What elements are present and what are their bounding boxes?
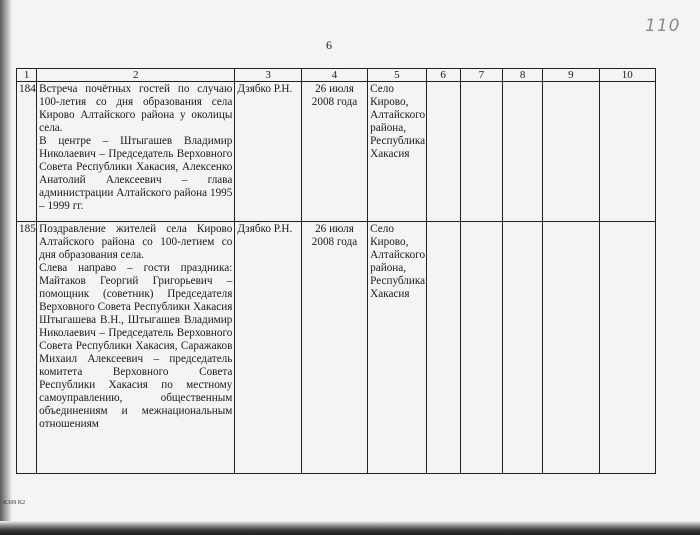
column-header-4: 4 — [301, 69, 367, 82]
column-header-7: 7 — [460, 69, 502, 82]
description-paragraph: Поздравление жителей села Кирово Алтайского района со 100-летием со дня образования села. — [39, 223, 233, 261]
column-header-8: 8 — [502, 69, 542, 82]
column-header-3: 3 — [235, 69, 301, 82]
row-number: 185 — [17, 222, 37, 474]
page-number: 6 — [326, 38, 332, 52]
row-author: Дзябко Р.Н. — [235, 82, 301, 222]
column-header-6: 6 — [426, 69, 460, 82]
column-header-1: 1 — [17, 69, 37, 82]
row-place: Село Кирово, Алтайского района, Республика Хакасия — [368, 82, 426, 222]
table-row — [17, 222, 656, 474]
archive-sheet-mark: 110 — [645, 16, 681, 36]
row-col8 — [502, 222, 542, 474]
row-col7 — [460, 222, 502, 474]
table-row — [17, 82, 656, 222]
row-col10 — [599, 82, 655, 222]
row-col9 — [543, 222, 599, 474]
column-header-2: 2 — [37, 69, 235, 82]
row-author: Дзябко Р.Н. — [235, 222, 301, 474]
description-paragraph: В центре – Штыгашев Владимир Николаевич – Председатель Верховного Совета Республики Хакасия, Алексенко Анатолий Алексеевич – глава администрации Алтайского района 1995 – 1999 гг. — [39, 135, 233, 212]
row-date: 26 июля 2008 года — [301, 82, 367, 222]
scan-edge-left — [0, 0, 12, 535]
row-col7 — [460, 82, 502, 222]
row-col6 — [426, 222, 460, 474]
register-table — [16, 68, 656, 474]
description-paragraph: Встреча почётных гостей по случаю 100-летия со дня образования села Кирово Алтайского района у околицы села. — [39, 83, 233, 134]
row-col9 — [543, 82, 599, 222]
description-paragraph: Слева направо – гости праздника: Майтаков Георгий Григорьевич – помощник (советник) Председателя Верховного Совета Республики Хакасия Штыгашева В.Н., Штыгашев Владимир Николаевич – Председатель Верховного Совета Республики Хакасия, Саражаков Михаил Алексеевич – председатель комитета Верховного Совета Республики Хакасия по местному самоуправлению, общественным объединениям и межнациональным отношениям — [39, 262, 233, 430]
row-description — [37, 222, 235, 474]
row-description — [37, 82, 235, 222]
column-number-row — [17, 69, 656, 82]
side-code: K309 K2 — [3, 500, 26, 506]
row-date: 26 июля 2008 года — [301, 222, 367, 474]
column-header-5: 5 — [368, 69, 426, 82]
column-header-10: 10 — [599, 69, 655, 82]
row-number: 184 — [17, 82, 37, 222]
row-col8 — [502, 82, 542, 222]
row-col10 — [599, 222, 655, 474]
row-place: Село Кирово, Алтайского района, Республика Хакасия — [368, 222, 426, 474]
row-col6 — [426, 82, 460, 222]
column-header-9: 9 — [543, 69, 599, 82]
scan-edge-bottom — [0, 521, 700, 535]
